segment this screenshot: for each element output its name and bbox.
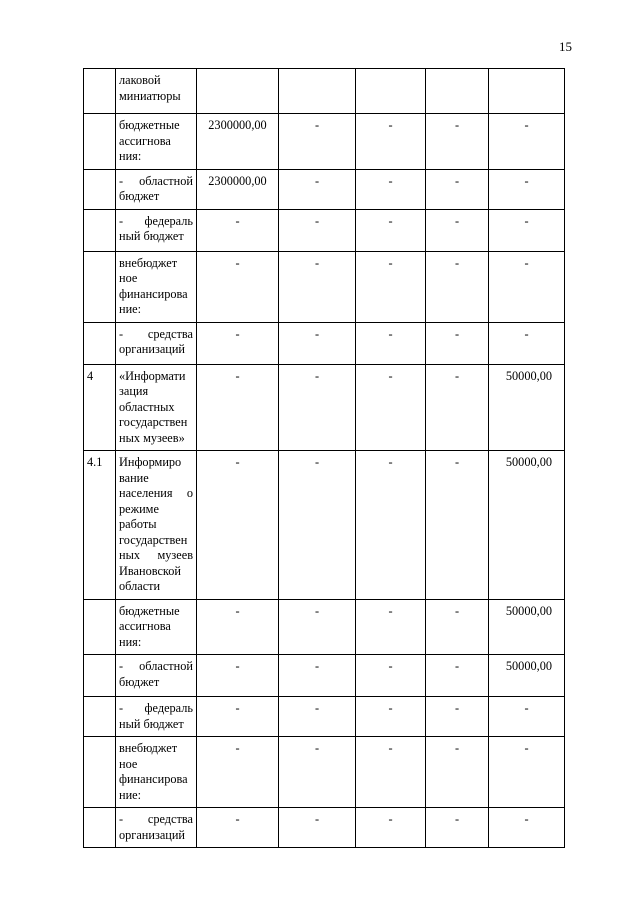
table-row xyxy=(84,737,565,808)
table-row xyxy=(84,209,565,251)
value-col-4: - xyxy=(426,169,489,209)
value-col-2: - xyxy=(279,322,356,364)
row-name: - областной бюджет xyxy=(116,655,197,697)
value-col-1: - xyxy=(197,209,279,251)
value-col-5: - xyxy=(489,697,565,737)
budget-table-body xyxy=(84,69,565,848)
value-col-2: - xyxy=(279,169,356,209)
value-col-1: - xyxy=(197,808,279,848)
table-row xyxy=(84,655,565,697)
value-col-4: - xyxy=(426,209,489,251)
table-row xyxy=(84,169,565,209)
table-row xyxy=(84,599,565,655)
value-col-5: 50000,00 xyxy=(489,364,565,451)
value-col-2: - xyxy=(279,655,356,697)
value-col-5: - xyxy=(489,114,565,170)
value-col-1: - xyxy=(197,364,279,451)
row-number: 4 xyxy=(84,364,116,451)
row-name: - федераль ный бюджет xyxy=(116,697,197,737)
value-col-4: - xyxy=(426,451,489,600)
value-col-2 xyxy=(279,69,356,114)
value-col-3: - xyxy=(356,364,426,451)
value-col-5: - xyxy=(489,251,565,322)
value-col-2: - xyxy=(279,364,356,451)
value-col-3: - xyxy=(356,169,426,209)
value-col-3: - xyxy=(356,737,426,808)
value-col-2: - xyxy=(279,697,356,737)
value-col-1: 2300000,00 xyxy=(197,114,279,170)
row-number xyxy=(84,655,116,697)
row-name: «Информати зация областных государствен ных музеев» xyxy=(116,364,197,451)
value-col-3: - xyxy=(356,655,426,697)
value-col-4: - xyxy=(426,322,489,364)
value-col-1: - xyxy=(197,737,279,808)
value-col-4: - xyxy=(426,251,489,322)
row-number xyxy=(84,209,116,251)
row-name: - средства организаций xyxy=(116,322,197,364)
row-name: внебюджет ное финансирова ние: xyxy=(116,737,197,808)
value-col-4: - xyxy=(426,599,489,655)
table-row xyxy=(84,808,565,848)
value-col-2: - xyxy=(279,251,356,322)
table-row xyxy=(84,69,565,114)
value-col-3: - xyxy=(356,451,426,600)
value-col-3: - xyxy=(356,251,426,322)
value-col-5: - xyxy=(489,737,565,808)
row-number xyxy=(84,599,116,655)
value-col-2: - xyxy=(279,737,356,808)
value-col-1: 2300000,00 xyxy=(197,169,279,209)
value-col-3: - xyxy=(356,322,426,364)
value-col-3: - xyxy=(356,697,426,737)
page-number: 15 xyxy=(559,39,572,54)
value-col-4: - xyxy=(426,364,489,451)
value-col-4 xyxy=(426,69,489,114)
row-name: - средства организаций xyxy=(116,808,197,848)
row-name: лаковой миниатюры xyxy=(116,69,197,114)
value-col-4: - xyxy=(426,114,489,170)
value-col-5: 50000,00 xyxy=(489,655,565,697)
value-col-4: - xyxy=(426,737,489,808)
value-col-5: - xyxy=(489,808,565,848)
row-number xyxy=(84,169,116,209)
row-number xyxy=(84,114,116,170)
row-name: Информиро вание населения о режиме работы государствен ных музеев Ивановской области xyxy=(116,451,197,600)
row-number: 4.1 xyxy=(84,451,116,600)
value-col-1 xyxy=(197,69,279,114)
value-col-2: - xyxy=(279,808,356,848)
value-col-5 xyxy=(489,69,565,114)
row-name: бюджетные ассигнова ния: xyxy=(116,114,197,170)
value-col-2: - xyxy=(279,599,356,655)
value-col-5: - xyxy=(489,209,565,251)
value-col-5: 50000,00 xyxy=(489,451,565,600)
value-col-1: - xyxy=(197,251,279,322)
value-col-2: - xyxy=(279,209,356,251)
table-row xyxy=(84,451,565,600)
row-number xyxy=(84,251,116,322)
value-col-3: - xyxy=(356,808,426,848)
row-name: - областной бюджет xyxy=(116,169,197,209)
row-number xyxy=(84,697,116,737)
value-col-1: - xyxy=(197,599,279,655)
value-col-3: - xyxy=(356,599,426,655)
table-row xyxy=(84,114,565,170)
value-col-1: - xyxy=(197,322,279,364)
value-col-4: - xyxy=(426,808,489,848)
budget-table xyxy=(83,68,565,848)
row-number xyxy=(84,322,116,364)
value-col-2: - xyxy=(279,451,356,600)
value-col-4: - xyxy=(426,697,489,737)
value-col-1: - xyxy=(197,697,279,737)
value-col-2: - xyxy=(279,114,356,170)
value-col-5: - xyxy=(489,322,565,364)
row-number xyxy=(84,808,116,848)
value-col-1: - xyxy=(197,655,279,697)
value-col-1: - xyxy=(197,451,279,600)
table-row xyxy=(84,322,565,364)
value-col-4: - xyxy=(426,655,489,697)
row-name: бюджетные ассигнова ния: xyxy=(116,599,197,655)
value-col-3 xyxy=(356,69,426,114)
table-row xyxy=(84,364,565,451)
row-name: внебюджет ное финансирова ние: xyxy=(116,251,197,322)
row-number xyxy=(84,737,116,808)
row-number xyxy=(84,69,116,114)
row-name: - федераль ный бюджет xyxy=(116,209,197,251)
value-col-5: 50000,00 xyxy=(489,599,565,655)
value-col-5: - xyxy=(489,169,565,209)
value-col-3: - xyxy=(356,114,426,170)
table-row xyxy=(84,251,565,322)
table-row xyxy=(84,697,565,737)
value-col-3: - xyxy=(356,209,426,251)
